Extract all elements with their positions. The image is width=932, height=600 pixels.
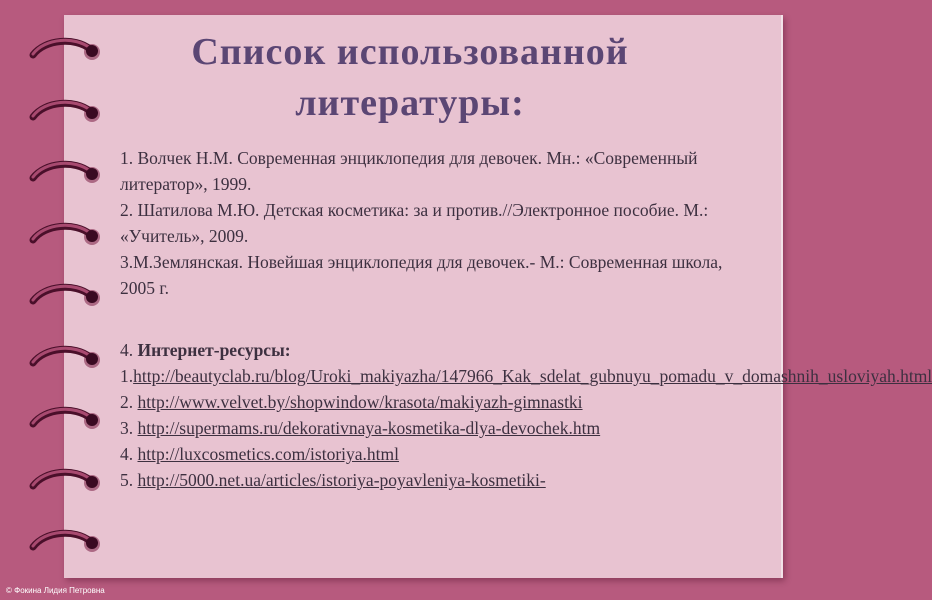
- binding-ring: [30, 404, 105, 436]
- binding-ring: [30, 35, 105, 67]
- binding-ring: [30, 281, 105, 313]
- binding-ring: [30, 158, 105, 190]
- reference-item: 3.М.Землянская. Новейшая энциклопедия для девочек.- М.: Современная школа, 2005 г.: [120, 252, 723, 298]
- reference-list: [120, 145, 932, 493]
- link-item: [120, 363, 932, 389]
- link-url[interactable]: http://5000.net.ua/articles/istoriya-poyavleniya-kosmetiki-: [137, 470, 546, 490]
- title-line-1: Список использованной: [191, 31, 629, 73]
- binding-ring: [30, 343, 105, 375]
- internet-label: Интернет-ресурсы:: [137, 340, 291, 360]
- link-number: 3.: [120, 418, 138, 438]
- copyright-footer: © Фокина Лидия Петровна: [6, 586, 105, 595]
- reference-item: 2. Шатилова М.Ю. Детская косметика: за и против.//Электронное пособие. М.: «Учитель», 2009.: [120, 200, 709, 246]
- binding-ring: [30, 97, 105, 129]
- title-line-2: литературы:: [295, 82, 525, 124]
- link-url[interactable]: http://www.velvet.by/shopwindow/krasota/makiyazh-gimnastki: [137, 392, 583, 412]
- link-item: [120, 389, 760, 415]
- link-item: [120, 415, 760, 441]
- spacer: [120, 301, 760, 337]
- binding-ring: [30, 527, 105, 559]
- link-number: 5.: [120, 470, 138, 490]
- link-number: 4.: [120, 444, 138, 464]
- reference-item: 1. Волчек Н.М. Современная энциклопедия для девочек. Мн.: «Современный литератор», 1999.: [120, 148, 698, 194]
- link-url[interactable]: http://luxcosmetics.com/istoriya.html: [137, 444, 400, 464]
- binding-ring: [30, 466, 105, 498]
- binding-ring: [30, 220, 105, 252]
- page-title: [100, 27, 720, 129]
- link-item: [120, 467, 760, 493]
- link-number: 2.: [120, 392, 138, 412]
- link-number: 1.: [120, 366, 134, 386]
- internet-number: 4.: [120, 340, 138, 360]
- link-url[interactable]: http://supermams.ru/dekorativnaya-kosmetika-dlya-devochek.htm: [137, 418, 601, 438]
- link-item: [120, 441, 760, 467]
- link-url[interactable]: http://beautyclab.ru/blog/Uroki_makiyazha/147966_Kak_sdelat_gubnuyu_pomadu_v_domashnih_usloviyah.html: [133, 366, 932, 386]
- internet-heading: [120, 337, 760, 363]
